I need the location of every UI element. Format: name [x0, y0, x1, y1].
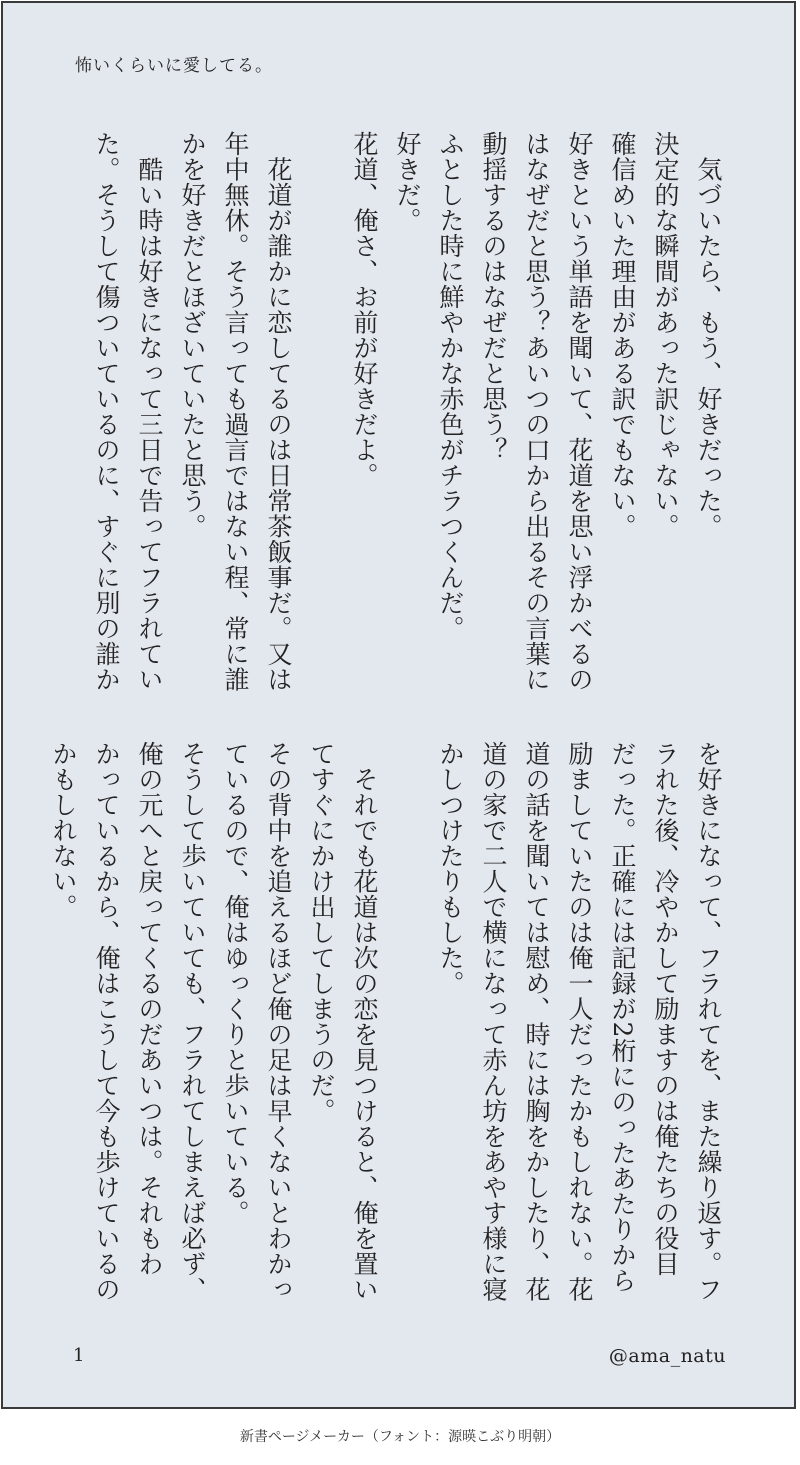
text-line: た。そうして傷ついているのに、すぐに別の誰か [92, 131, 121, 692]
text-line: その背中を追えるほど俺の足は早くないとわかっ [264, 741, 293, 1302]
text-line: を好きになって、フラれてを、また繰り返す。フ [694, 741, 723, 1302]
text-line: 道の家で二人で横になって赤ん坊をあやす様に寝 [479, 741, 508, 1302]
text-line: 好きという単語を聞いて、花道を思い浮かべるの [565, 131, 594, 692]
text-line: かっているから、俺はこうして今も歩けているの [92, 741, 121, 1302]
text-line: そうして歩いていても、フラれてしまえば必ず、 [178, 741, 207, 1302]
text-line [300, 131, 343, 691]
text-line: かしつけたりもした。 [436, 741, 465, 996]
text-line: ふとした時に鮮やかな赤色がチラつくんだ。 [436, 131, 465, 641]
text-line [386, 741, 429, 1316]
manuscript-page [1, 1, 796, 1409]
text-line: だった。正確には記録が2桁にのったあたりから [608, 741, 637, 1293]
text-line: 酷い時は好きになって三日で告ってフラれてい [135, 131, 164, 692]
page-number: 1 [73, 1345, 85, 1366]
text-line: かを好きだとほざいていたと思う。 [178, 131, 207, 539]
text-line: 確信めいた理由がある訳でもない。 [608, 131, 637, 539]
text-line: 好きだ。 [393, 131, 422, 233]
text-block-top [60, 131, 730, 691]
footer-caption: 新書ページメーカー（フォント：源暎こぶり明朝） [239, 1429, 561, 1445]
text-line: 励ましていたのは俺一人だったかもしれない。花 [565, 741, 594, 1302]
text-line: 俺の元へと戻ってくるのだあいつは。それもわ [135, 741, 164, 1277]
text-line: ているので、俺はゆっくりと歩いている。 [221, 741, 250, 1226]
text-block-bottom [49, 741, 730, 1316]
page-title: 怖いくらいに愛してる。 [75, 56, 273, 76]
text-line: てすぐにかけ出してしまうのだ。 [307, 741, 336, 1124]
text-line: 年中無休。そう言っても過言ではない程、常に誰 [221, 131, 250, 692]
text-line: ラれた後、冷やかして励ますのは俺たちの役目 [651, 741, 680, 1277]
text-line: 道の話を聞いては慰め、時には胸をかしたり、花 [522, 741, 551, 1302]
text-line: 花道が誰かに恋してるのは日常茶飯事だ。又は [264, 131, 293, 692]
text-line: 決定的な瞬間があった訳じゃない。 [651, 131, 680, 539]
author-handle: @ama_natu [608, 1345, 726, 1367]
text-line: 動揺するのはなぜだと思う？ [479, 131, 508, 463]
text-line: 気づいたら、もう、好きだった。 [694, 131, 723, 539]
text-line: かもしれない。 [49, 741, 78, 920]
text-line: はなぜだと思う？あいつの口から出るその言葉に [522, 131, 551, 692]
text-line: それでも花道は次の恋を見つけると、俺を置い [350, 741, 379, 1302]
text-line: 花道、俺さ、お前が好きだよ。 [350, 131, 379, 488]
